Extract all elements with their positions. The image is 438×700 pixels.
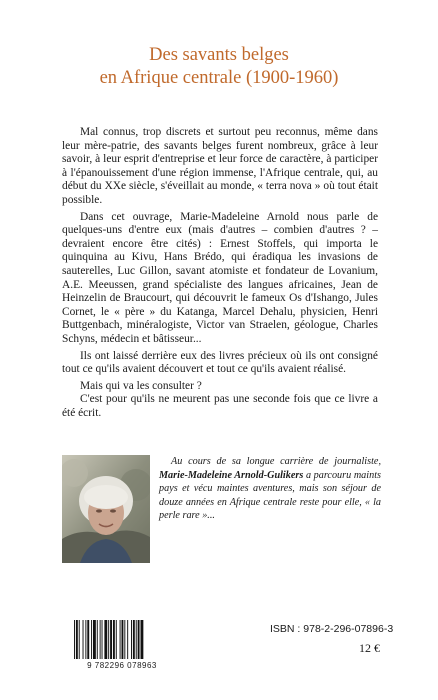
barcode-bar	[113, 620, 115, 659]
author-portrait-illustration	[62, 455, 150, 563]
barcode-bar	[93, 620, 96, 659]
barcode-bar	[131, 620, 132, 659]
barcode-bar	[110, 620, 112, 659]
bio-lead: Au cours de sa longue carrière de journaliste,	[171, 456, 381, 467]
barcode-bar	[116, 620, 117, 659]
barcode-bar	[127, 620, 128, 659]
barcode-bar	[91, 620, 92, 659]
blurb-paragraph-5: C'est pour qu'ils ne meurent pas une seconde fois que ce livre a été écrit.	[62, 393, 378, 419]
barcode	[66, 620, 178, 670]
barcode-bar	[141, 620, 144, 659]
price: 12 €	[359, 641, 380, 655]
blurb-paragraph-4: Mais qui va les consulter ?	[80, 379, 202, 392]
author-photo	[62, 455, 150, 563]
barcode-bar	[133, 620, 135, 659]
blurb-paragraph-2: Dans cet ouvrage, Marie-Madeleine Arnold nous parle de quelques-uns d'entre eux (mais d'autres – combien d'autres ? – devraient encore être cités) : Ernest Stoffels, qui importa le quinquina au Kivu, Hans Brédo, qui éradiqua les invasions de sauterelles, Luc Gillon, savant atomiste et fondateur de Lovanium, A.E. Meeussen, grand spécialiste des langues africaines, Jean de Heinzelin de Braucourt, qui découvrit le fameux Os d'Ishango, Jules Cornet, le « père » du Katanga, Marcel Dehalu, physicien, Henri Buttgenbach, minéralogiste, Victor van Straelen, géologue, Charles Schyns, médecin et bâtisseur...	[62, 210, 378, 345]
barcode-bar	[124, 620, 125, 659]
barcode-bar	[79, 620, 80, 659]
title-line-1: Des savants belges	[149, 45, 289, 65]
bio-rest: a parcouru maints pays et vécu maintes aventures, mais son séjour de douze années en Afrique centrale reste pour elle, « la perle rare »...	[159, 469, 381, 522]
barcode-bar	[122, 620, 124, 659]
barcode-bar	[138, 620, 140, 659]
barcode-bar	[97, 620, 98, 659]
barcode-bar	[100, 620, 101, 659]
blurb-paragraph-3: Ils ont laissé derrière eux des livres précieux où ils ont consigné tout ce qu'ils avaient découvert et tout ce qu'ils avaient réalisé.	[62, 349, 378, 376]
book-title	[0, 44, 438, 90]
barcode-bar	[120, 620, 121, 659]
isbn: ISBN : 978-2-296-07896-3	[270, 623, 394, 635]
author-name: Marie-Madeleine Arnold-Gulikers	[159, 469, 304, 481]
barcode-bar	[102, 620, 103, 659]
author-bio	[159, 455, 381, 523]
barcode-digits: 9 782296 078963	[87, 661, 157, 670]
barcode-bar	[136, 620, 137, 659]
barcode-bar	[85, 620, 86, 659]
barcode-bar	[87, 620, 89, 659]
barcode-bar	[74, 620, 75, 659]
barcode-bar	[108, 620, 109, 659]
back-cover-blurb	[62, 126, 378, 423]
title-line-2: en Afrique centrale (1900-1960)	[99, 68, 339, 88]
barcode-bar	[104, 620, 107, 659]
barcode-bar	[76, 620, 78, 659]
blurb-paragraph-1: Mal connus, trop discrets et surtout peu reconnus, même dans leur mère-patrie, des savants belges furent nombreux, grâce à leur savoir, à leur esprit d'entreprise et leur force de caractère, à participer à l'épanouissement d'une région immense, l'Afrique centrale, qui, au début du XXe siècle, s'éveillait au monde, « terra nova » où tout était possible.	[62, 126, 378, 206]
barcode-bar	[83, 620, 84, 659]
